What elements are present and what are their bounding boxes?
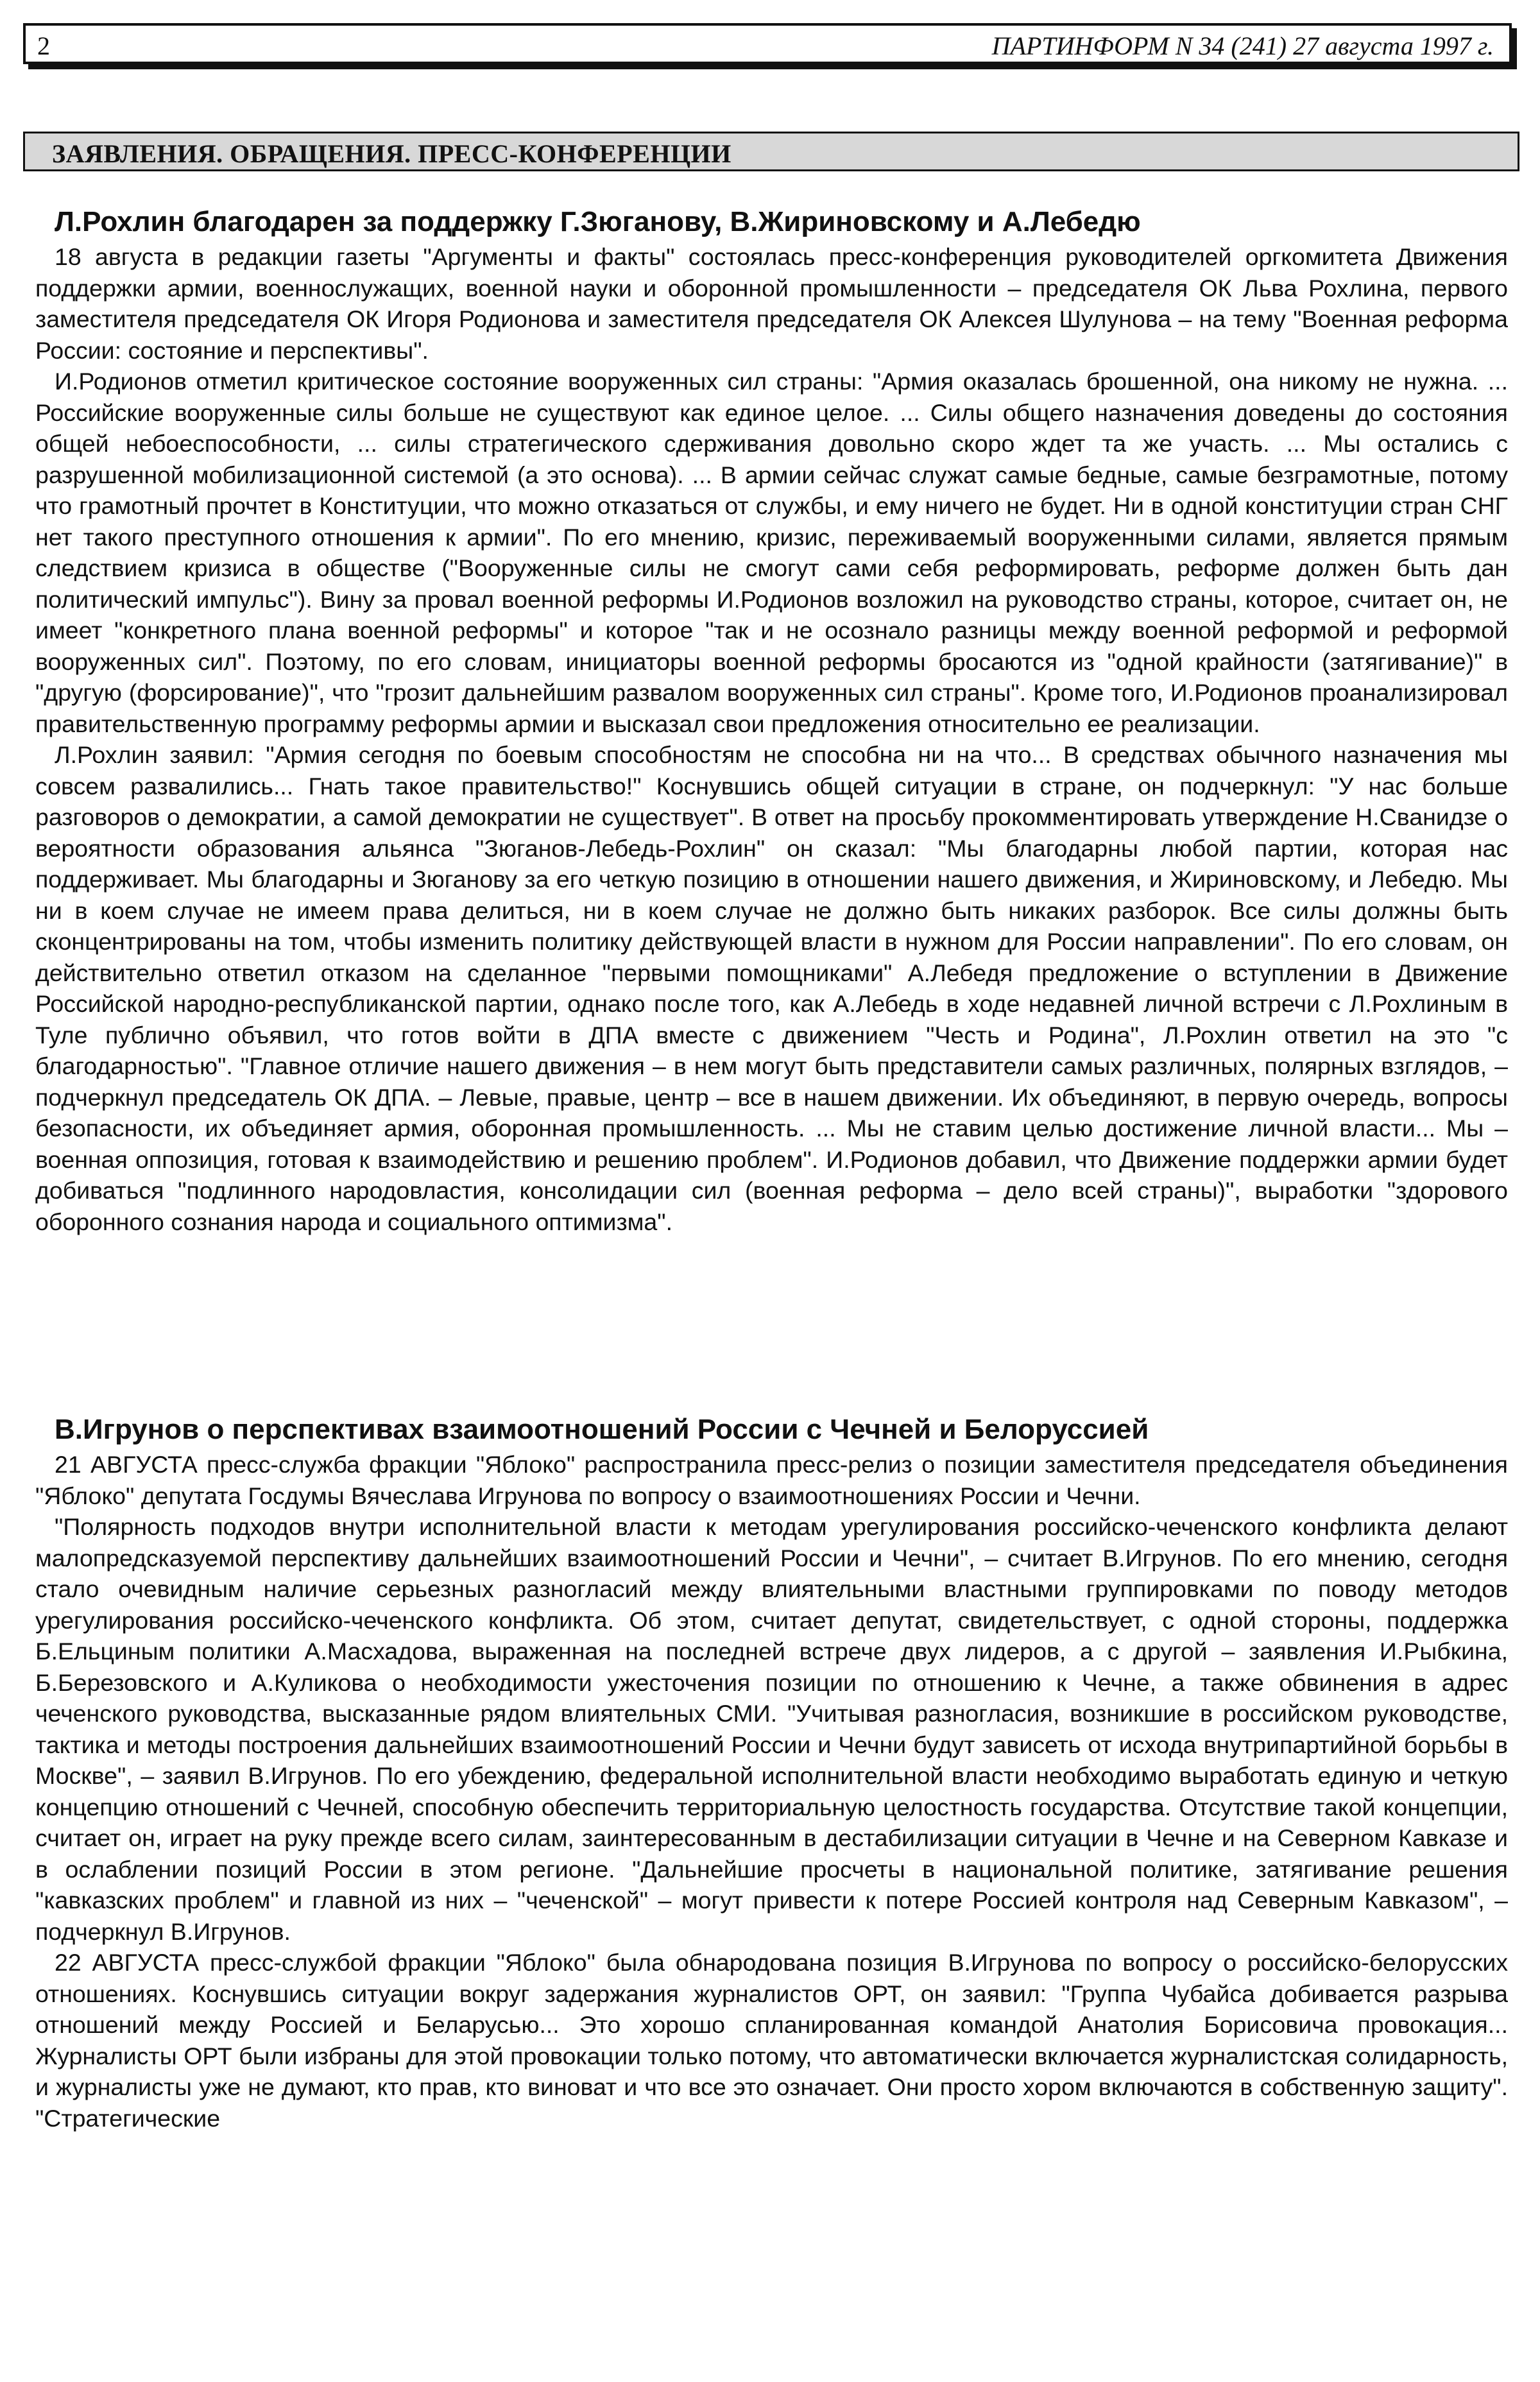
article-paragraph: 21 АВГУСТА пресс-служба фракции "Яблоко" распространила пресс-релиз о позиции заместителя председателя объединения "Яблоко" депутата Госдумы Вячеслава Игрунова по вопросу о взаимоотношениях России и Чечни. [35, 1451, 1508, 1509]
article-rokhlin [35, 204, 1508, 1237]
article-paragraph: 22 АВГУСТА пресс-службой фракции "Яблоко" была обнародована позиция В.Игрунова по вопросу о российско-белорусских отношениях. Коснувшись ситуации вокруг задержания журналистов ОРТ, он заявил: "Группа Чубайса добивается разрыва отношений между Россией и Беларусью... Это хорошо спланированная командой Анатолия Борисовича провокация... Журналисты ОРТ были избраны для этой провокации только потому, что автоматически включается журналистская солидарность, и журналисты уже не думают, кто прав, кто виноват и что все это означает. Они просто хором включаются в собственную защиту". "Стратегические [35, 1949, 1508, 2132]
article-paragraph: "Полярность подходов внутри исполнительной власти к методам урегулирования российско-чеченского конфликта делают малопредсказуемой перспективу дальнейших взаимоотношений России и Чечни", – считает В.Игрунов. По его мнению, сегодня стало очевидным наличие серьезных разногласий между влиятельными властными группировками по поводу методов урегулирования российско-чеченского конфликта. Об этом, считает депутат, свидетельствует, с одной стороны, поддержка Б.Ельциным политики А.Масхадова, выраженная на последней встрече двух лидеров, а с другой – заявления И.Рыбкина, Б.Березовского и А.Куликова о необходимости ужесточения позиции по отношению к Чечне, а также обвинения в адрес чеченского руководства, высказанные рядом влиятельных СМИ. "Учитывая разногласия, возникшие в российском руководстве, тактика и методы построения дальнейших взаимоотношений России и Чечни будут зависеть от исхода внутрипартийной борьбы в Москве", – заявил В.Игрунов. По его убеждению, федеральной исполнительной власти необходимо выработать единую и четкую концепцию отношений с Чечней, способную обеспечить территориальную целостность государства. Отсутствие такой концепции, считает он, играет на руку прежде всего силам, заинтересованным в дестабилизации ситуации в Чечне и на Северном Кавказе и в ослаблении позиций России в этом регионе. "Дальнейшие просчеты в национальной политике, затягивание решения "кавказских проблем" и главной из них – "чеченской" – могут привести к потере Россией контроля над Северным Кавказом", – подчеркнул В.Игрунов. [35, 1513, 1508, 1945]
article-headline: В.Игрунов о перспективах взаимоотношений России с Чечней и Белоруссией [55, 1414, 1149, 1445]
page-number: 2 [37, 31, 50, 60]
section-title: ЗАЯВЛЕНИЯ. ОБРАЩЕНИЯ. ПРЕСС-КОНФЕРЕНЦИИ [52, 139, 732, 168]
article-paragraph: Л.Рохлин заявил: "Армия сегодня по боевым способностям не способна ни на что... В средствах обычного назначения мы совсем развалились... Гнать такое правительство!" Коснувшись общей ситуации в стране, он подчеркнул: "У нас больше разговоров о демократии, а самой демократии не существует". В ответ на просьбу прокомментировать утверждение Н.Сванидзе о вероятности образования альянса "Зюганов-Лебедь-Рохлин" он сказал: "Мы благодарны любой партии, которая нас поддерживает. Мы благодарны и Зюганову за его четкую позицию в отношении нашего движения, и Жириновскому, и Лебедю. Мы ни в коем случае не имеем права делиться, ни в коем случае не должно быть никаких разборок. Все силы должны быть сконцентрированы на том, чтобы изменить политику действующей власти в нужном для России направлении". По его словам, он действительно ответил отказом на сделанное "первыми помощниками" А.Лебедя предложение о вступлении в Движение Российской народно-республиканской партии, однако после того, как А.Лебедь в ходе недавней личной встречи с Л.Рохлиным в Туле публично объявил, что готов войти в ДПА вместе с движением "Честь и Родина", Л.Рохлин ответил на это "с благодарностью". "Главное отличие нашего движения – в нем могут быть представители самых различных, полярных взглядов, – подчеркнул председатель ОК ДПА. – Левые, правые, центр – все в нашем движении. Их объединяют, в первую очередь, вопросы безопасности, их объединяет армия, оборонная промышленность. ... Мы не ставим целью достижение личной власти... Мы – военная оппозиция, готовая к взаимодействию и решению проблем". И.Родионов добавил, что Движение поддержки армии будет добиваться "подлинного народовластия, консолидации сил (военная реформа – дело всей страны)", выработки "здорового оборонного сознания народа и социального оптимизма". [35, 741, 1508, 1235]
article-paragraph: И.Родионов отметил критическое состояние вооруженных сил страны: "Армия оказалась брошенной, она никому не нужна. ... Российские вооруженные силы больше не существуют как единое целое. ... Силы общего назначения доведены до состояния общей небоеспособности, ... силы стратегического сдерживания довольно скоро ждет та же участь. ... Мы остались с разрушенной мобилизационной системой (а это основа). ... В армии сейчас служат самые бедные, самые безграмотные, потому что грамотный прочтет в Конституции, что можно отказаться от службы, и ему ничего не будет. Ни в одной конституции стран СНГ нет такого преступного отношения к армии". По его мнению, кризис, переживаемый вооруженными силами, является прямым следствием кризиса в обществе ("Вооруженные силы не смогут сами себя реформировать, реформе должен быть дан политический импульс"). Вину за провал военной реформы И.Родионов возложил на руководство страны, которое, считает он, не имеет "конкретного плана военной реформы" и которое "так и не осознало разницы между военной реформой и реформой вооруженных сил". Поэтому, по его словам, инициаторы военной реформы бросаются из "одной крайности (затягивание)" в "другую (форсирование)", что "грозит дальнейшим развалом вооруженных сил страны". Кроме того, И.Родионов проанализировал правительственную программу реформы армии и высказал свои предложения относительно ее реализации. [35, 368, 1508, 737]
publication-masthead: ПАРТИНФОРМ N 34 (241) 27 августа 1997 г. [991, 31, 1494, 60]
article-headline: Л.Рохлин благодарен за поддержку Г.Зюганову, В.Жириновскому и А.Лебедю [55, 206, 1141, 237]
article-paragraph: 18 августа в редакции газеты "Аргументы и факты" состоялась пресс-конференция руководителей оргкомитета Движения поддержки армии, военнослужащих, военной науки и оборонной промышленности – председателя ОК Льва Рохлина, первого заместителя председателя ОК Игоря Родионова и заместителя председателя ОК Алексея Шулунова – на тему "Военная реформа России: состояние и перспективы". [35, 243, 1508, 364]
article-igrunov [35, 1412, 1508, 2134]
page-header [23, 23, 1512, 64]
section-banner [23, 132, 1519, 171]
